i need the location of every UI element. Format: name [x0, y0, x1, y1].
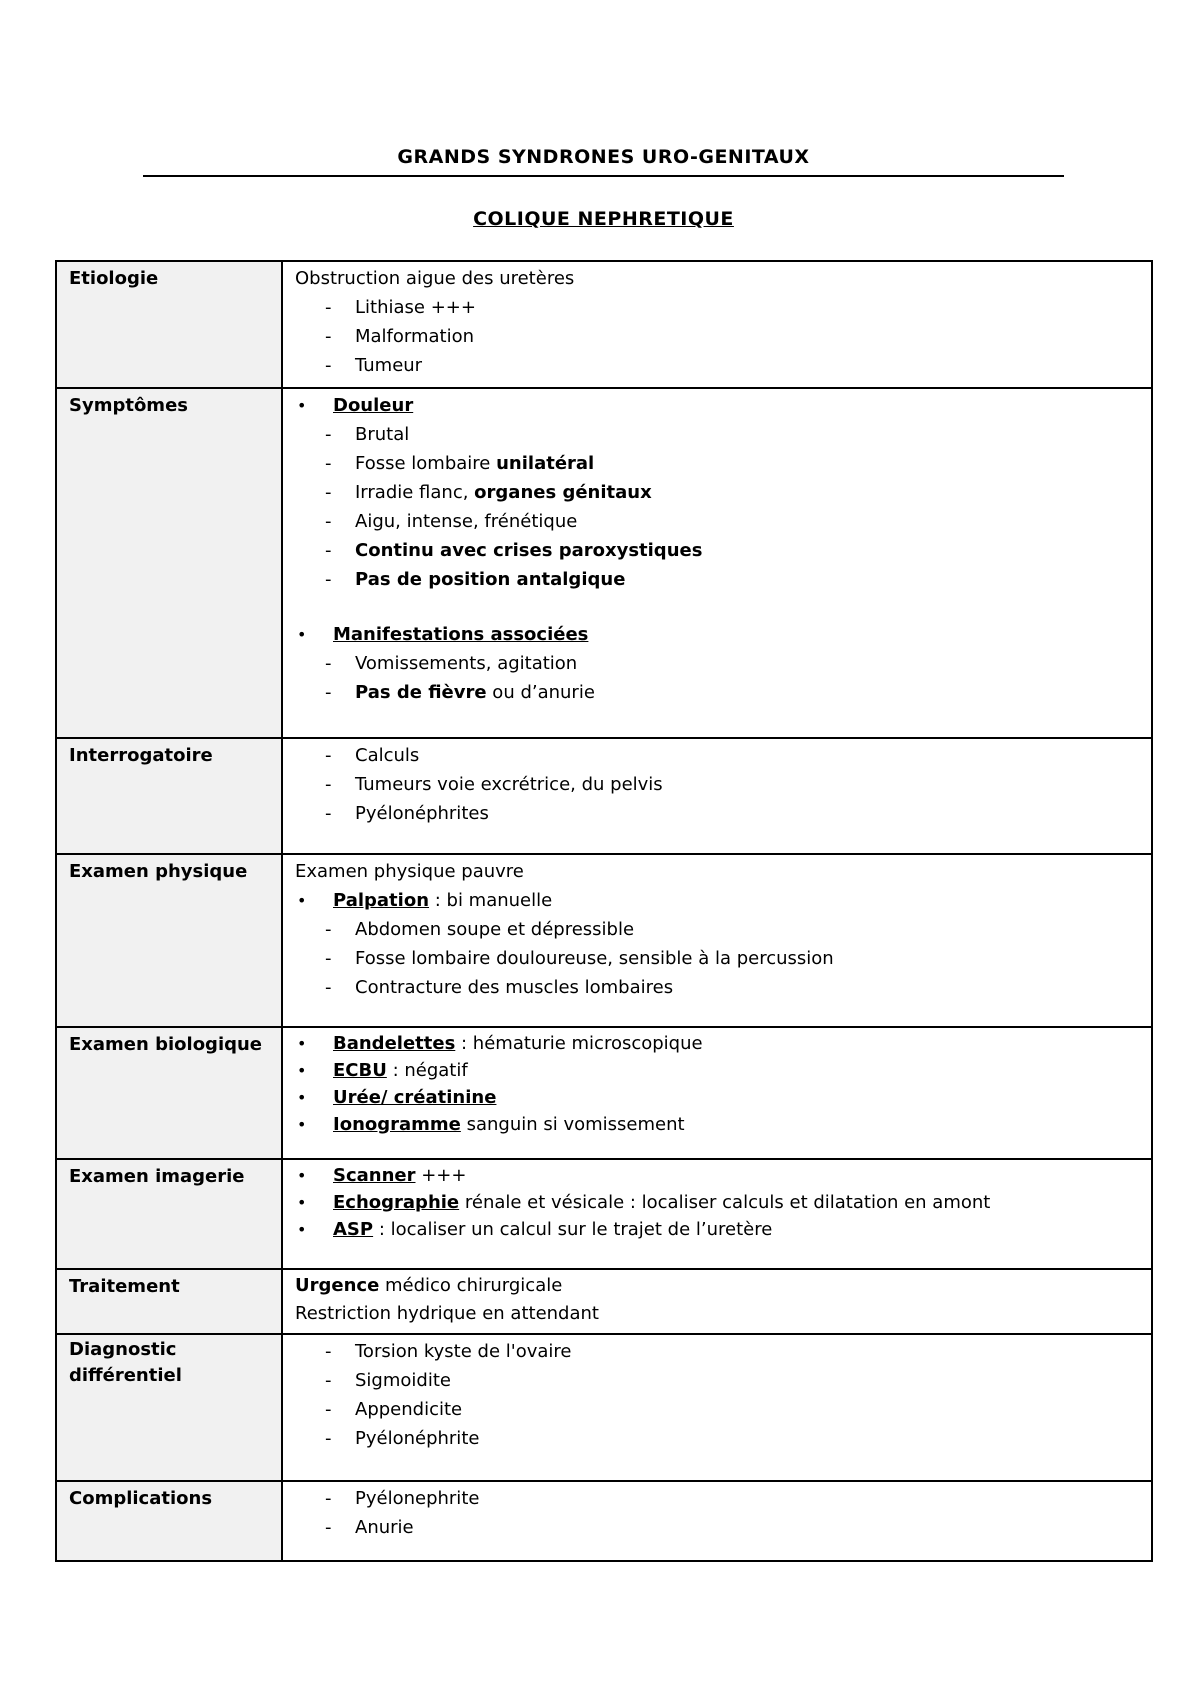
- bullet-icon: •: [297, 625, 307, 644]
- list-item: • ECBU : négatif: [295, 1057, 1141, 1084]
- etiologie-intro: Obstruction aigue des uretères: [295, 268, 575, 289]
- row-traitement: [56, 1269, 1152, 1334]
- list-item: - Pas de position antalgique: [295, 565, 1141, 594]
- dash-icon: -: [325, 774, 332, 795]
- bullet-icon: •: [297, 891, 307, 910]
- row-diagnostic: [56, 1334, 1152, 1481]
- list-item: - Pyélonephrite: [295, 1484, 1141, 1513]
- list-item: - Pyélonéphrites: [295, 799, 1141, 828]
- list-item: • ASP : localiser un calcul sur le trajet de l’uretère: [295, 1216, 1141, 1243]
- list-item: - Anurie: [295, 1513, 1141, 1542]
- list-item: - Contracture des muscles lombaires: [295, 973, 1141, 1002]
- list-item: • Scanner +++: [295, 1162, 1141, 1189]
- row-label-diagnostic: [56, 1334, 282, 1481]
- list-item: - Pyélonéphrite: [295, 1424, 1141, 1453]
- title-divider: [143, 175, 1064, 177]
- dash-icon: -: [325, 977, 332, 998]
- list-item: - Abdomen soupe et dépressible: [295, 915, 1141, 944]
- list-item: - Calculs: [295, 741, 1141, 770]
- list-item: - Continu avec crises paroxystiques: [295, 536, 1141, 565]
- dash-icon: -: [325, 511, 332, 532]
- row-examen-imagerie: [56, 1159, 1152, 1269]
- list-item: - Irradie flanc, organes génitaux: [295, 478, 1141, 507]
- row-examen-biologique: [56, 1027, 1152, 1159]
- list-item: - Sigmoidite: [295, 1366, 1141, 1395]
- dash-icon: -: [325, 424, 332, 445]
- row-label-examen-imagerie: Examen imagerie: [56, 1159, 282, 1269]
- row-label-complications: Complications: [56, 1481, 282, 1561]
- row-label-examen-biologique: Examen biologique: [56, 1027, 282, 1159]
- list-item: • Echographie rénale et vésicale : localiser calculs et dilatation en amont: [295, 1189, 1141, 1216]
- bullet-icon: •: [297, 1193, 307, 1212]
- dash-icon: -: [325, 569, 332, 590]
- dash-icon: -: [325, 653, 332, 674]
- traitement-line: Restriction hydrique en attendant: [295, 1303, 599, 1324]
- row-content-examen-imagerie: [282, 1159, 1152, 1269]
- row-label-interrogatoire: Interrogatoire: [56, 738, 282, 854]
- row-content-traitement: [282, 1269, 1152, 1334]
- list-item: • Ionogramme sanguin si vomissement: [295, 1111, 1141, 1138]
- dash-icon: -: [325, 1370, 332, 1391]
- list-heading: • Manifestations associées: [295, 620, 1141, 649]
- bullet-icon: •: [297, 1220, 307, 1239]
- list-item: - Lithiase +++: [295, 293, 1141, 322]
- dash-icon: -: [325, 1517, 332, 1538]
- row-content-interrogatoire: [282, 738, 1152, 854]
- section-title: COLIQUE NEPHRETIQUE: [473, 208, 734, 230]
- dash-icon: -: [325, 326, 332, 347]
- row-interrogatoire: [56, 738, 1152, 854]
- dash-icon: -: [325, 355, 332, 376]
- dash-icon: -: [325, 745, 332, 766]
- bullet-icon: •: [297, 396, 307, 415]
- list-item: - Malformation: [295, 322, 1141, 351]
- label-line: différentiel: [69, 1365, 182, 1386]
- row-content-examen-biologique: [282, 1027, 1152, 1159]
- bullet-icon: •: [297, 1034, 307, 1053]
- dash-icon: -: [325, 540, 332, 561]
- row-symptomes: [56, 388, 1152, 738]
- bullet-icon: •: [297, 1166, 307, 1185]
- examen-physique-intro: Examen physique pauvre: [295, 861, 524, 882]
- row-complications: [56, 1481, 1152, 1561]
- dash-icon: -: [325, 948, 332, 969]
- row-content-diagnostic: [282, 1334, 1152, 1481]
- list-heading: • Palpation : bi manuelle: [295, 886, 1141, 915]
- label-line: Diagnostic: [69, 1339, 177, 1360]
- dash-icon: -: [325, 1341, 332, 1362]
- dash-icon: -: [325, 1428, 332, 1449]
- bullet-icon: •: [297, 1061, 307, 1080]
- list-item: - Vomissements, agitation: [295, 649, 1141, 678]
- row-content-examen-physique: [282, 854, 1152, 1027]
- dash-icon: -: [325, 1488, 332, 1509]
- dash-icon: -: [325, 482, 332, 503]
- row-content-etiologie: [282, 261, 1152, 388]
- dash-icon: -: [325, 1399, 332, 1420]
- row-examen-physique: [56, 854, 1152, 1027]
- list-item: - Appendicite: [295, 1395, 1141, 1424]
- row-label-symptomes: Symptômes: [56, 388, 282, 738]
- list-item: • Bandelettes : hématurie microscopique: [295, 1030, 1141, 1057]
- row-content-complications: [282, 1481, 1152, 1561]
- dash-icon: -: [325, 297, 332, 318]
- row-label-examen-physique: Examen physique: [56, 854, 282, 1027]
- dash-icon: -: [325, 803, 332, 824]
- list-item: - Pas de fièvre ou d’anurie: [295, 678, 1141, 707]
- bullet-icon: •: [297, 1115, 307, 1134]
- list-heading: • Douleur: [295, 391, 1141, 420]
- traitement-line: Urgence médico chirurgicale: [295, 1275, 563, 1296]
- list-item: • Urée/ créatinine: [295, 1084, 1141, 1111]
- list-item: - Tumeur: [295, 351, 1141, 380]
- dash-icon: -: [325, 682, 332, 703]
- row-etiologie: [56, 261, 1152, 388]
- document-title: GRANDS SYNDRONES URO-GENITAUX: [397, 146, 810, 168]
- list-item: - Aigu, intense, frénétique: [295, 507, 1141, 536]
- list-item: - Tumeurs voie excrétrice, du pelvis: [295, 770, 1141, 799]
- list-item: - Brutal: [295, 420, 1141, 449]
- dash-icon: -: [325, 919, 332, 940]
- row-label-etiologie: Etiologie: [56, 261, 282, 388]
- dash-icon: -: [325, 453, 332, 474]
- list-item: - Fosse lombaire unilatéral: [295, 449, 1141, 478]
- syndrome-table: [55, 260, 1153, 1562]
- list-item: - Torsion kyste de l'ovaire: [295, 1337, 1141, 1366]
- list-item: - Fosse lombaire douloureuse, sensible à la percussion: [295, 944, 1141, 973]
- row-label-traitement: Traitement: [56, 1269, 282, 1334]
- bullet-icon: •: [297, 1088, 307, 1107]
- row-content-symptomes: [282, 388, 1152, 738]
